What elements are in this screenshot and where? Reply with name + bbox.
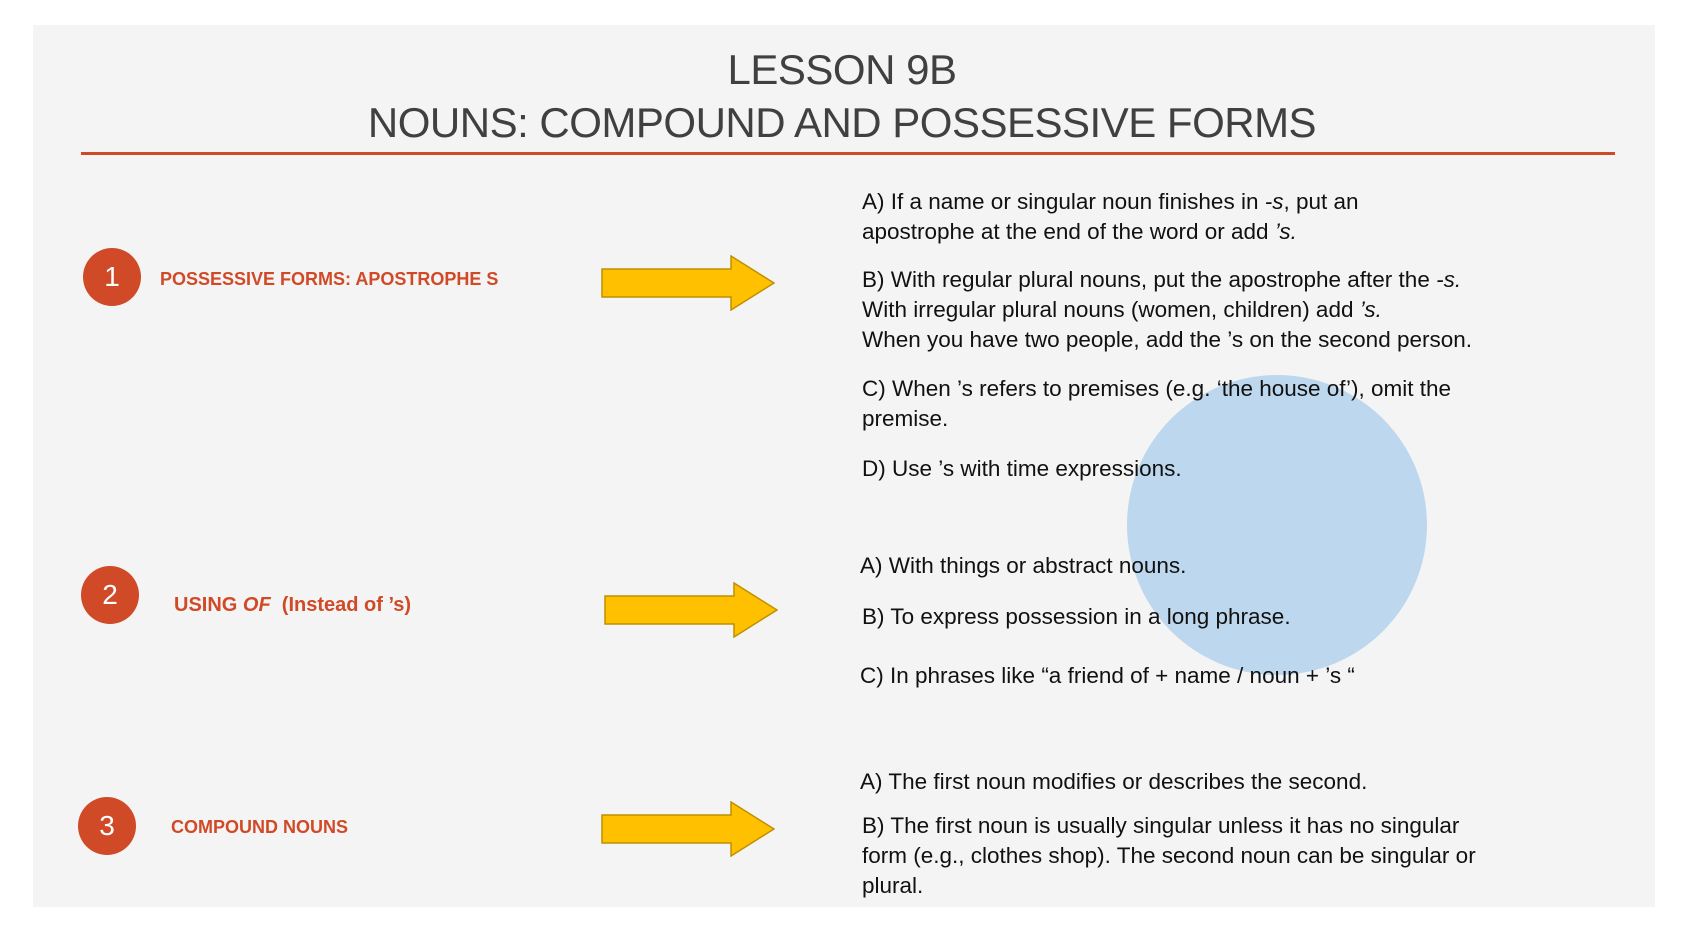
rule-2b: B) To express possession in a long phrase. bbox=[862, 604, 1291, 629]
section-number-3: 3 bbox=[78, 797, 136, 855]
rule-text: C) When ’s refers to premises (e.g. ‘the house of’), omit the bbox=[862, 376, 1451, 401]
slide-title-line-2: NOUNS: COMPOUND AND POSSESSIVE FORMS bbox=[367, 99, 1317, 146]
rule-text: , put an bbox=[1283, 189, 1359, 214]
section-number-2: 2 bbox=[81, 566, 139, 624]
rule-text: form (e.g., clothes shop). The second noun can be singular or bbox=[862, 843, 1476, 868]
label-emphasis: OF bbox=[242, 594, 271, 616]
rule-text: apostrophe at the end of the word or add bbox=[862, 219, 1275, 244]
slide-title-line-1: LESSON 9B bbox=[727, 46, 957, 93]
arrow-right-icon bbox=[604, 582, 778, 638]
rule-1a bbox=[862, 187, 1359, 247]
rule-emphasis: ’s. bbox=[1359, 297, 1382, 322]
rule-2a: A) With things or abstract nouns. bbox=[860, 553, 1187, 578]
title-divider bbox=[81, 152, 1615, 155]
rule-text: A) If a name or singular noun finishes in bbox=[862, 189, 1265, 214]
label-text: USING bbox=[174, 594, 243, 616]
rule-1c bbox=[862, 374, 1451, 434]
section-label-2 bbox=[174, 593, 411, 617]
rule-text: When you have two people, add the ’s on the second person. bbox=[862, 327, 1473, 352]
rule-3a: A) The first noun modifies or describes the second. bbox=[860, 769, 1368, 794]
rule-text: plural. bbox=[862, 873, 924, 898]
rule-1d: D) Use ’s with time expressions. bbox=[862, 456, 1182, 481]
section-number-1: 1 bbox=[83, 248, 141, 306]
rule-emphasis: -s bbox=[1264, 189, 1284, 214]
rule-text: premise. bbox=[862, 406, 949, 431]
label-text: (Instead of ’s) bbox=[270, 594, 412, 616]
rule-text: B) The first noun is usually singular unless it has no singular bbox=[862, 813, 1460, 838]
arrow-right-icon bbox=[601, 255, 775, 311]
rule-text: B) With regular plural nouns, put the apostrophe after the bbox=[862, 267, 1437, 292]
arrow-right-icon bbox=[601, 801, 775, 857]
section-label-3: COMPOUND NOUNS bbox=[171, 817, 349, 837]
rule-3b bbox=[862, 811, 1476, 901]
rule-2c: C) In phrases like “a friend of + name / noun + ’s “ bbox=[860, 663, 1355, 688]
rule-emphasis: ’s. bbox=[1274, 219, 1297, 244]
rule-text: With irregular plural nouns (women, children) add bbox=[862, 297, 1360, 322]
rule-1b bbox=[862, 265, 1472, 355]
section-label-1: POSSESSIVE FORMS: APOSTROPHE S bbox=[160, 269, 499, 289]
rule-emphasis: -s. bbox=[1436, 267, 1462, 292]
